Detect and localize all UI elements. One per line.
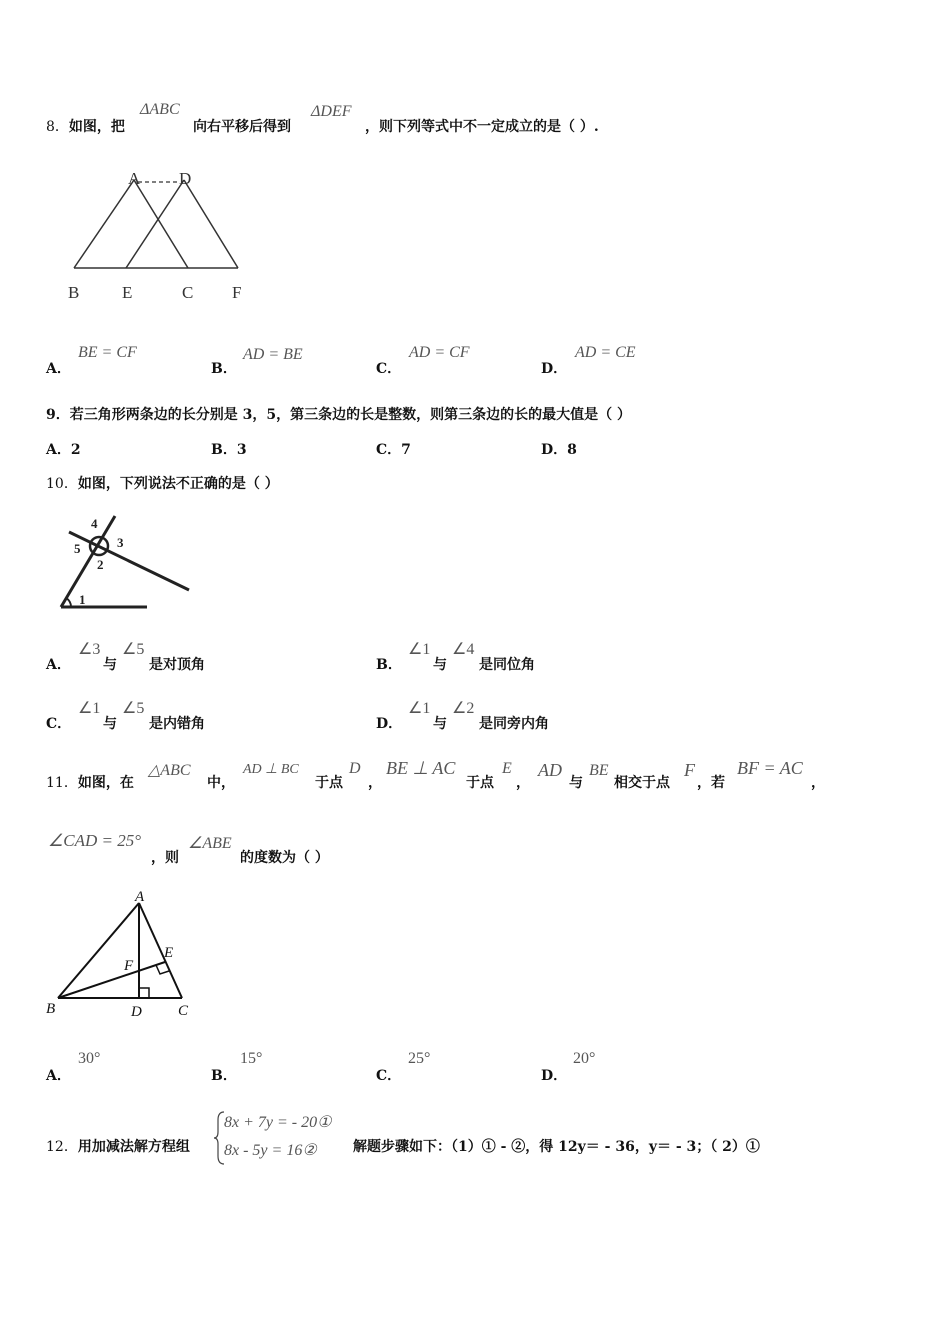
- q8-option-a-label[interactable]: A．: [46, 361, 71, 377]
- q11-option-c-value: 25°: [408, 1050, 431, 1067]
- q10-label-3: 3: [117, 535, 124, 550]
- q11-option-b-label[interactable]: B．: [211, 1068, 237, 1084]
- q9-stem: 9．若三角形两条边的长分别是 3，5，第三条边的长是整数，则第三条边的长的最大值是（ ）: [46, 407, 631, 423]
- q10-option-c-with: 与: [103, 716, 117, 732]
- q8-option-b-math: AD = BE: [243, 346, 303, 363]
- q10-number: 10．: [46, 476, 78, 492]
- q12-equation-1: 8x + 7y = - 20①: [224, 1114, 332, 1131]
- q10-figure: [55, 510, 215, 620]
- q11-text-7: 与: [569, 775, 583, 791]
- q11-text-2: 中，: [207, 775, 235, 791]
- q10-stem: [46, 473, 279, 493]
- q10-line-slant: [61, 516, 115, 607]
- q8-option-a-math: BE = CF: [78, 344, 137, 361]
- q11-text-10: ，: [811, 775, 825, 791]
- q11-text-5: 于点: [466, 775, 494, 791]
- q10-option-b-with: 与: [433, 657, 447, 673]
- q11-option-b-value: 15°: [240, 1050, 263, 1067]
- q8-text-1: 如图，把: [68, 119, 125, 135]
- q10-option-a-tail: 是对顶角: [149, 657, 205, 673]
- q8-label-f: F: [232, 283, 242, 302]
- q11-figure: [42, 885, 202, 1025]
- q11-math-abe: ∠ABE: [188, 835, 232, 852]
- q11-option-c-label[interactable]: C．: [376, 1068, 402, 1084]
- q11-option-a-label[interactable]: A．: [46, 1068, 71, 1084]
- q8-stem: [46, 116, 125, 136]
- q8-math-def: ΔDEF: [311, 103, 352, 120]
- q8-figure: [60, 160, 260, 310]
- q10-option-b-m2: ∠4: [452, 641, 475, 658]
- q10-option-a-m2: ∠5: [122, 641, 145, 658]
- q8-option-d-math: AD = CE: [575, 344, 636, 361]
- q11-label-d: D: [131, 1004, 142, 1020]
- q8-text-3: ，则下列等式中不一定成立的是（ ）.: [365, 119, 599, 135]
- q10-option-d-with: 与: [433, 716, 447, 732]
- q9-option-c[interactable]: C．7: [376, 442, 411, 458]
- q11-math-triangle: △ABC: [148, 762, 191, 779]
- q8-line-ac: [134, 180, 188, 268]
- q8-label-e: E: [122, 283, 133, 302]
- q10-option-c-tail: 是内错角: [149, 716, 205, 732]
- q11-option-d-label[interactable]: D．: [541, 1068, 568, 1084]
- q10-option-d-m2: ∠2: [452, 700, 475, 717]
- q10-option-a-m1: ∠3: [78, 641, 101, 658]
- q10-option-b-label[interactable]: B．: [376, 657, 402, 673]
- q11-label-b: B: [46, 1001, 56, 1017]
- q10-label-5: 5: [74, 541, 81, 556]
- q11-text-3: 于点: [315, 775, 343, 791]
- q9-option-b[interactable]: B．3: [211, 442, 247, 458]
- q10-option-d-m1: ∠1: [408, 700, 431, 717]
- q12-stem-1: [46, 1136, 190, 1156]
- q11-math-bf-ac: BF = AC: [737, 758, 803, 778]
- q11-math-ad-bc: AD ⊥ BC: [243, 762, 299, 777]
- q8-option-c-label[interactable]: C．: [376, 361, 402, 377]
- q11-label-c: C: [178, 1003, 189, 1019]
- q10-text: 如图，下列说法不正确的是（ ）: [77, 476, 279, 492]
- q10-option-a-with: 与: [103, 657, 117, 673]
- q11-text-1: 如图，在: [77, 775, 134, 791]
- q11-text-12: 的度数为（ ）: [240, 850, 329, 866]
- q10-option-c-m2: ∠5: [122, 700, 145, 717]
- q10-option-c-m1: ∠1: [78, 700, 101, 717]
- q11-math-be-ac: BE ⊥ AC: [386, 758, 456, 778]
- q8-label-b: B: [68, 283, 80, 302]
- q10-label-1: 1: [79, 592, 86, 607]
- q12-text-1: 用加减法解方程组: [77, 1139, 190, 1155]
- q11-option-d-value: 20°: [573, 1050, 596, 1067]
- q8-line-de: [126, 180, 184, 268]
- q10-label-2: 2: [97, 557, 104, 572]
- q8-option-c-math: AD = CF: [409, 344, 470, 361]
- q8-label-a: A: [128, 169, 141, 188]
- q8-label-c: C: [182, 283, 194, 302]
- q12-number: 12．: [46, 1139, 78, 1155]
- q8-line-df: [184, 180, 238, 268]
- q9-option-a[interactable]: A．2: [46, 442, 81, 458]
- q10-option-c-label[interactable]: C．: [46, 716, 72, 732]
- q11-label-e: E: [164, 945, 174, 961]
- q12-text-2: 解题步骤如下：（1）① - ②，得 12y＝ - 36，y＝ - 3；（ 2）①: [353, 1139, 760, 1155]
- q11-right-angle-d: [139, 988, 149, 998]
- q11-math-ad: AD: [538, 760, 562, 780]
- q11-math-cad: ∠CAD = 25°: [48, 831, 142, 850]
- q11-label-a: A: [135, 889, 145, 905]
- q10-option-b-tail: 是同位角: [479, 657, 535, 673]
- q8-math-abc: ΔABC: [140, 101, 180, 118]
- q10-option-b-m1: ∠1: [408, 641, 431, 658]
- q11-stem-1: [46, 772, 134, 792]
- q8-text-2: 向右平移后得到: [193, 119, 291, 135]
- q11-label-f: F: [124, 958, 134, 974]
- q8-label-d: D: [179, 169, 192, 188]
- q11-math-be: BE: [589, 762, 609, 779]
- q10-option-d-label[interactable]: D．: [376, 716, 403, 732]
- q8-option-b-label[interactable]: B．: [211, 361, 237, 377]
- q11-text-8: 相交于点: [614, 775, 670, 791]
- q11-math-e: E: [502, 760, 512, 777]
- q10-label-4: 4: [91, 516, 98, 531]
- q11-text-9: ，若: [697, 775, 725, 791]
- q11-number: 11．: [46, 775, 78, 791]
- q8-option-d-label[interactable]: D．: [541, 361, 568, 377]
- q10-option-d-tail: 是同旁内角: [479, 716, 549, 732]
- q11-text-11: ，则: [151, 850, 179, 866]
- q11-math-d: D: [349, 760, 361, 777]
- q10-option-a-label[interactable]: A．: [46, 657, 71, 673]
- q11-text-4: ，: [368, 775, 382, 791]
- q11-math-f: F: [684, 760, 695, 780]
- q11-line-ac: [139, 903, 182, 998]
- q9-option-d[interactable]: D．8: [541, 442, 577, 458]
- q8-number: 8．: [46, 119, 69, 135]
- q11-text-6: ，: [516, 775, 530, 791]
- q8-line-ab: [74, 180, 134, 268]
- q12-equation-2: 8x - 5y = 16②: [224, 1142, 317, 1159]
- q11-option-a-value: 30°: [78, 1050, 101, 1067]
